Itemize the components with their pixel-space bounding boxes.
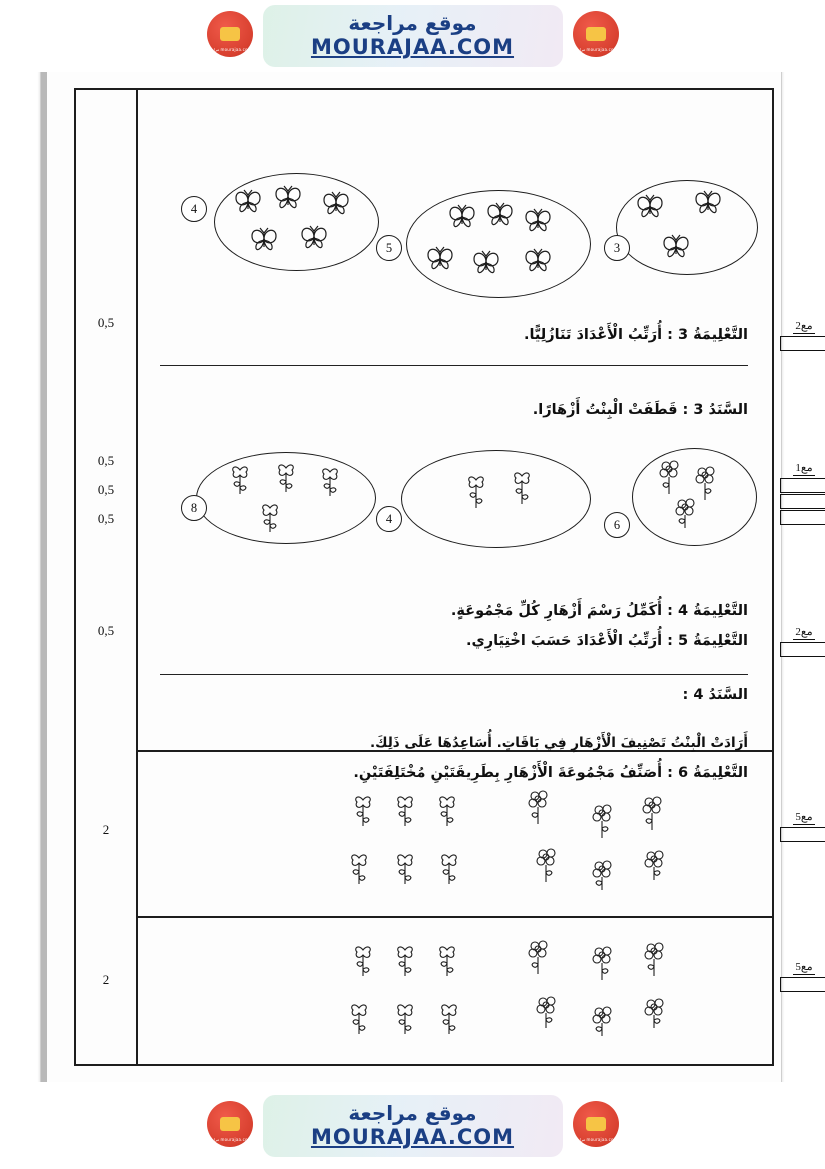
logo-caption: مراجعة mourajaa.com [573,1136,618,1142]
butterfly-group-3-number: 3 [604,235,630,261]
competency-label: مع2 [793,626,814,640]
competency-score-box[interactable] [780,494,825,509]
logo-badge-icon [586,1117,606,1131]
mark-value-6: 2 [102,822,110,837]
answer-line-instruction-3[interactable] [160,365,748,366]
butterfly-icons-group-3 [632,190,752,268]
mourajaa-logo-icon [207,1101,253,1147]
competency-group-2 [776,456,825,525]
butterfly-group-1-number: 4 [181,196,207,222]
butterfly-icons-group-1 [226,185,371,265]
competency-score-box[interactable] [780,642,825,657]
rose-icons-group-3 [648,458,748,538]
butterfly-icons-group-2 [420,202,580,288]
competency-group-4 [776,805,825,842]
competency-label: مع1 [793,462,814,476]
flower-group-3-number: 6 [604,512,630,538]
scanned-page [40,40,813,1092]
competency-group-3 [776,620,825,657]
mourajaa-logo-icon-secondary [573,1101,619,1147]
logo-badge-icon [220,27,240,41]
competency-group-1 [776,314,825,351]
watermark-text-bottom [311,1102,514,1150]
section-separator-2 [136,916,772,918]
instruction-6-text: التَّعْلِيمَةُ 6 : أُصَنِّفُ مَجْمُوعَةَ الْأَزْهَارِ بِطَرِيقَتَيْنِ مُخْتَلِفَتَيْنِ. [353,765,748,781]
watermark-line1: موقع مراجعة [348,1100,477,1125]
watermark-bar-bottom [0,1082,825,1169]
flower-group-2-number: 4 [376,506,402,532]
mark-value-3: 0,5 [97,482,115,497]
watermark-line1: موقع مراجعة [348,11,477,36]
competency-label: مع2 [793,320,814,334]
watermark-text-top [311,12,514,60]
instruction-5-text: التَّعْلِيمَةُ 5 : أُرَتِّبُ الْأَعْدَادَ حَسَبَ اخْتِيَارِي. [465,633,748,649]
butterfly-group-2-number: 5 [376,235,402,261]
logo-caption: مراجعة mourajaa.com [207,1136,252,1142]
answer-line-instruction-5[interactable] [160,674,748,675]
logo-caption: مراجعة mourajaa.com [573,47,618,52]
flower-group-1-number: 8 [181,495,207,521]
watermark-line2: MOURAJAA.COM [310,1124,515,1149]
watermark-inner-bottom [203,1093,623,1159]
competency-score-box[interactable] [780,977,825,992]
lily-icons-group-2 [446,468,566,538]
mark-value-2: 0,5 [97,453,115,468]
competency-label: مع5 [793,961,814,975]
competency-score-box[interactable] [780,510,825,525]
sorting-area-1-flowers [291,790,691,910]
support-4-label: السَّنَدُ 4 : [682,687,748,703]
mark-value-1: 0,5 [97,315,115,330]
mourajaa-logo-icon-secondary [573,11,619,57]
watermark-bar-top [0,0,825,72]
lily-icons-group-1 [214,462,364,538]
watermark-inner-top [203,3,623,69]
competency-score-box[interactable] [780,478,825,493]
mourajaa-logo-icon [207,11,253,57]
support-3-text: السَّنَدُ 3 : قَطَفَتْ الْبِنْتُ أَزْهَارًا. [532,402,748,418]
watermark-line2: MOURAJAA.COM [310,35,515,60]
competency-label: مع5 [793,811,814,825]
exam-frame [74,88,813,1066]
logo-caption: مراجعة mourajaa.com [207,47,252,52]
competency-score-box[interactable] [780,336,825,351]
mark-value-4: 0,5 [97,511,115,526]
mark-value-7: 2 [102,972,110,987]
mark-value-5: 0,5 [97,623,115,638]
support-4-text: أَرَادَتْ الْبِنْتُ تَصْنِيفَ الْأَزْهَارِ فِي بَاقَاتٍ. أُسَاعِدُهَا عَلَى ذَلِكَ. [370,735,748,751]
logo-badge-icon [586,27,606,41]
competency-group-5 [776,955,825,992]
instruction-4-text: التَّعْلِيمَةُ 4 : أُكَمِّلُ رَسْمَ أَزْهَارِ كُلِّ مَجْمُوعَةٍ. [450,603,748,619]
sorting-area-2-flowers [291,940,691,1060]
scan-edge-artifact [41,41,47,1093]
logo-badge-icon [220,1117,240,1131]
competency-score-box[interactable] [780,827,825,842]
instruction-3-text: التَّعْلِيمَةُ 3 : أُرَتِّبُ الْأَعْدَادَ تَنَازُلِيًّا. [523,327,748,343]
